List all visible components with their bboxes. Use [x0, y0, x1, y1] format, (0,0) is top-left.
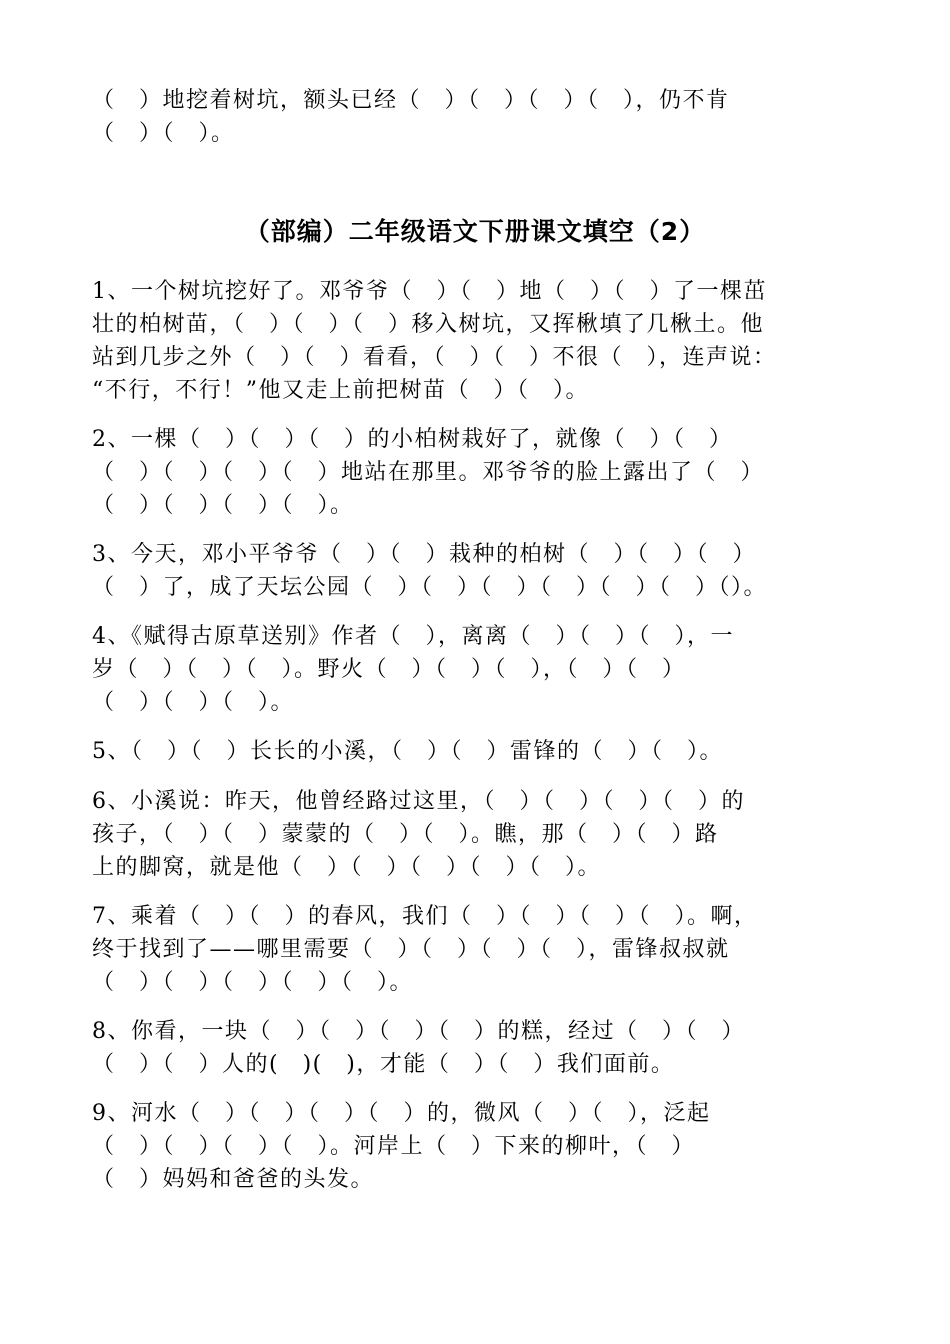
item-line: 壮的柏树苗，（ ）（ ）（ ）移入树坑，又挥楸填了几楸土。他	[92, 312, 765, 337]
fragment-line-2: （ ）（ ）。	[92, 121, 235, 146]
item-line: 8、你看，一块（ ）（ ）（ ）（ ）的糕，经过（ ）（ ）	[92, 1019, 745, 1044]
item-line: （ ）（ ）（ ）（ ）。河岸上（ ）下来的柳叶，（ ）	[92, 1134, 696, 1159]
item-line: （ ）妈妈和爸爸的头发。	[92, 1167, 375, 1192]
item-line: （ ）（ ）（ ）。	[92, 690, 295, 715]
item-line: （ ）（ ）（ ）（ ）。	[92, 493, 354, 518]
item-line: 站到几步之外（ ）（ ）看看，（ ）（ ）不很（ ），连声说：	[92, 345, 777, 370]
item-line: “不行，不行！”他又走上前把树苗（ ）（ ）。	[92, 378, 589, 403]
item-line: 1、一个树坑挖好了。邓爷爷（ ）（ ）地（ ）（ ）了一棵茁	[92, 279, 767, 304]
item-line: （ ）（ ）（ ）（ ）（ ）。	[92, 970, 414, 995]
item-line: （ ）了，成了天坛公园（ ）（ ）（ ）（ ）（ ）（ ）（）。	[92, 575, 768, 600]
item-line: （ ）（ ）人的( )( )，才能（ ）（ ）我们面前。	[92, 1052, 675, 1077]
page-title: （部编）二年级语文下册课文填空（2）	[244, 217, 706, 246]
item-line: 终于找到了——哪里需要（ ）（ ）（ ）（ ），雷锋叔叔就	[92, 937, 730, 962]
item-line: 岁（ ）（ ）（ ）。野火（ ）（ ）（ ），（ ）（ ）	[92, 657, 686, 682]
fragment-line-1: （ ）地挖着树坑，额头已经（ ）（ ）（ ）（ ），仍不肯	[92, 88, 730, 113]
item-line: 3、今天，邓小平爷爷（ ）（ ）栽种的柏树（ ）（ ）（ ）	[92, 542, 756, 567]
item-line: （ ）（ ）（ ）（ ）地站在那里。邓爷爷的脸上露出了（ ）	[92, 460, 765, 485]
item-line: 9、河水（ ）（ ）（ ）（ ）的，微风（ ）（ ），泛起	[92, 1101, 711, 1126]
item-line: 5、（ ）（ ）长长的小溪，（ ）（ ）雷锋的（ ）（ ）。	[92, 739, 723, 764]
item-line: 孩子，（ ）（ ）蒙蒙的（ ）（ ）。瞧，那（ ）（ ）路	[92, 822, 719, 847]
item-line: 7、乘着（ ）（ ）的春风，我们（ ）（ ）（ ）（ ）。啊，	[92, 904, 758, 929]
item-line: 6、小溪说：昨天，他曾经路过这里，（ ）（ ）（ ）（ ）的	[92, 789, 745, 814]
item-line: 2、一棵（ ）（ ）（ ）的小柏树栽好了，就像（ ）（ ）	[92, 427, 733, 452]
item-line: 上的脚窝，就是他（ ）（ ）（ ）（ ）（ ）。	[92, 855, 602, 880]
item-line: 4、《赋得古原草送别》作者（ ），离离（ ）（ ）（ ），一	[92, 624, 734, 649]
